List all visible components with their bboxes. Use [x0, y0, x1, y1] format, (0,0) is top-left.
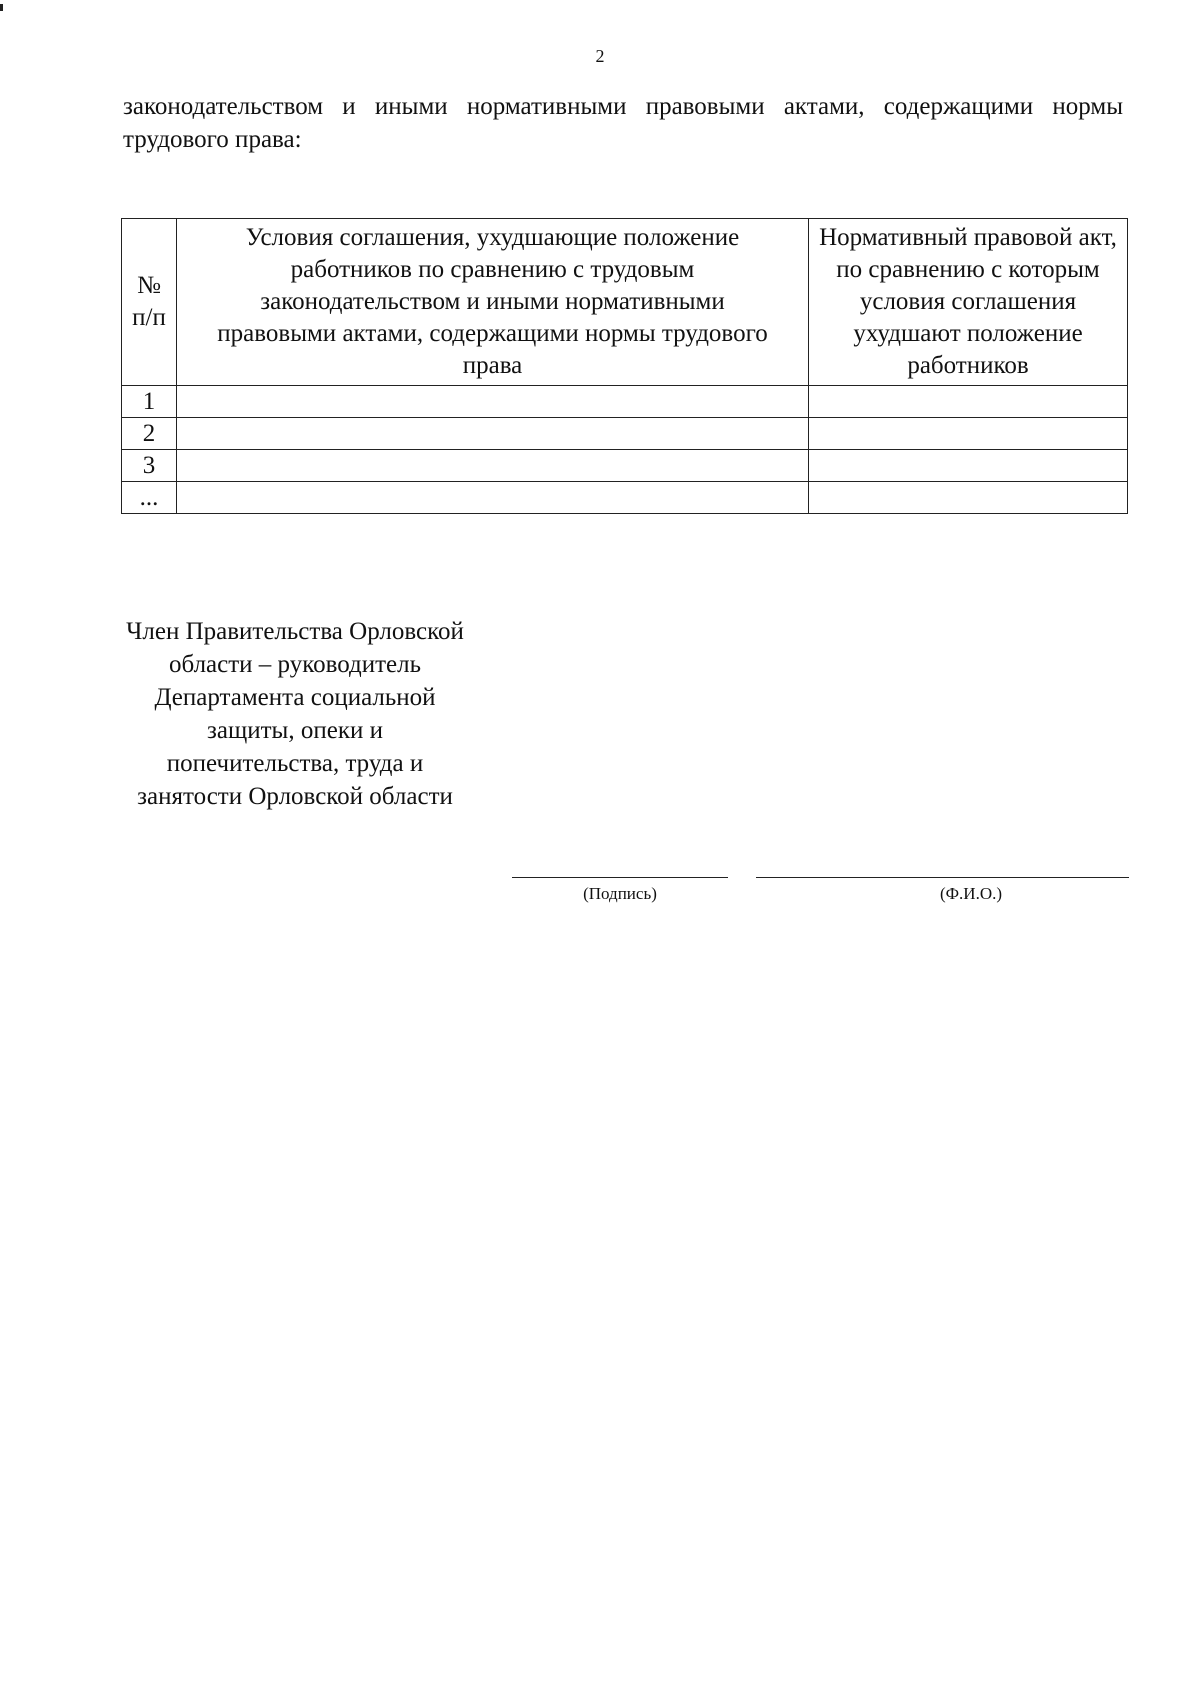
- intro-paragraph: законодательством и иными нормативными правовыми актами, содержащими нормы трудового права:: [123, 93, 1123, 153]
- row-legal-act: [809, 450, 1128, 482]
- header-number-label: № п/п: [132, 272, 166, 331]
- row-number: 3: [122, 450, 177, 482]
- row-legal-act: [809, 482, 1128, 514]
- signer-title: Член Правительства Орловской области – руководитель Департамента социальной защиты, опеки и попечительства, труда и занятости Орловской области: [126, 618, 464, 810]
- row-number: 1: [122, 386, 177, 418]
- row-number: ...: [122, 482, 177, 514]
- row-condition: [177, 386, 809, 418]
- header-legal-act: Нормативный правовой акт, по сравнению с которым условия соглашения ухудшают положение работников: [809, 219, 1128, 386]
- full-name-line: [756, 877, 1129, 878]
- table-row: [122, 386, 1128, 418]
- row-legal-act: [809, 418, 1128, 450]
- page-number: 2: [595, 46, 605, 66]
- full-name-caption: (Ф.И.О.): [939, 884, 1003, 903]
- agreement-conditions-table: [121, 218, 1128, 514]
- table-row: [122, 450, 1128, 482]
- scan-edge-mark: [0, 4, 3, 11]
- table-row: [122, 418, 1128, 450]
- table-header-row: [122, 219, 1128, 386]
- row-legal-act: [809, 386, 1128, 418]
- signature-line: [512, 877, 728, 878]
- row-condition: [177, 482, 809, 514]
- row-condition: [177, 450, 809, 482]
- row-number: 2: [122, 418, 177, 450]
- header-conditions: Условия соглашения, ухудшающие положение работников по сравнению с трудовым законодательством и иными нормативными правовыми актами, содержащими нормы трудового права: [177, 219, 809, 386]
- signature-caption: (Подпись): [583, 884, 657, 903]
- table-row: [122, 482, 1128, 514]
- header-number: [122, 219, 177, 386]
- row-condition: [177, 418, 809, 450]
